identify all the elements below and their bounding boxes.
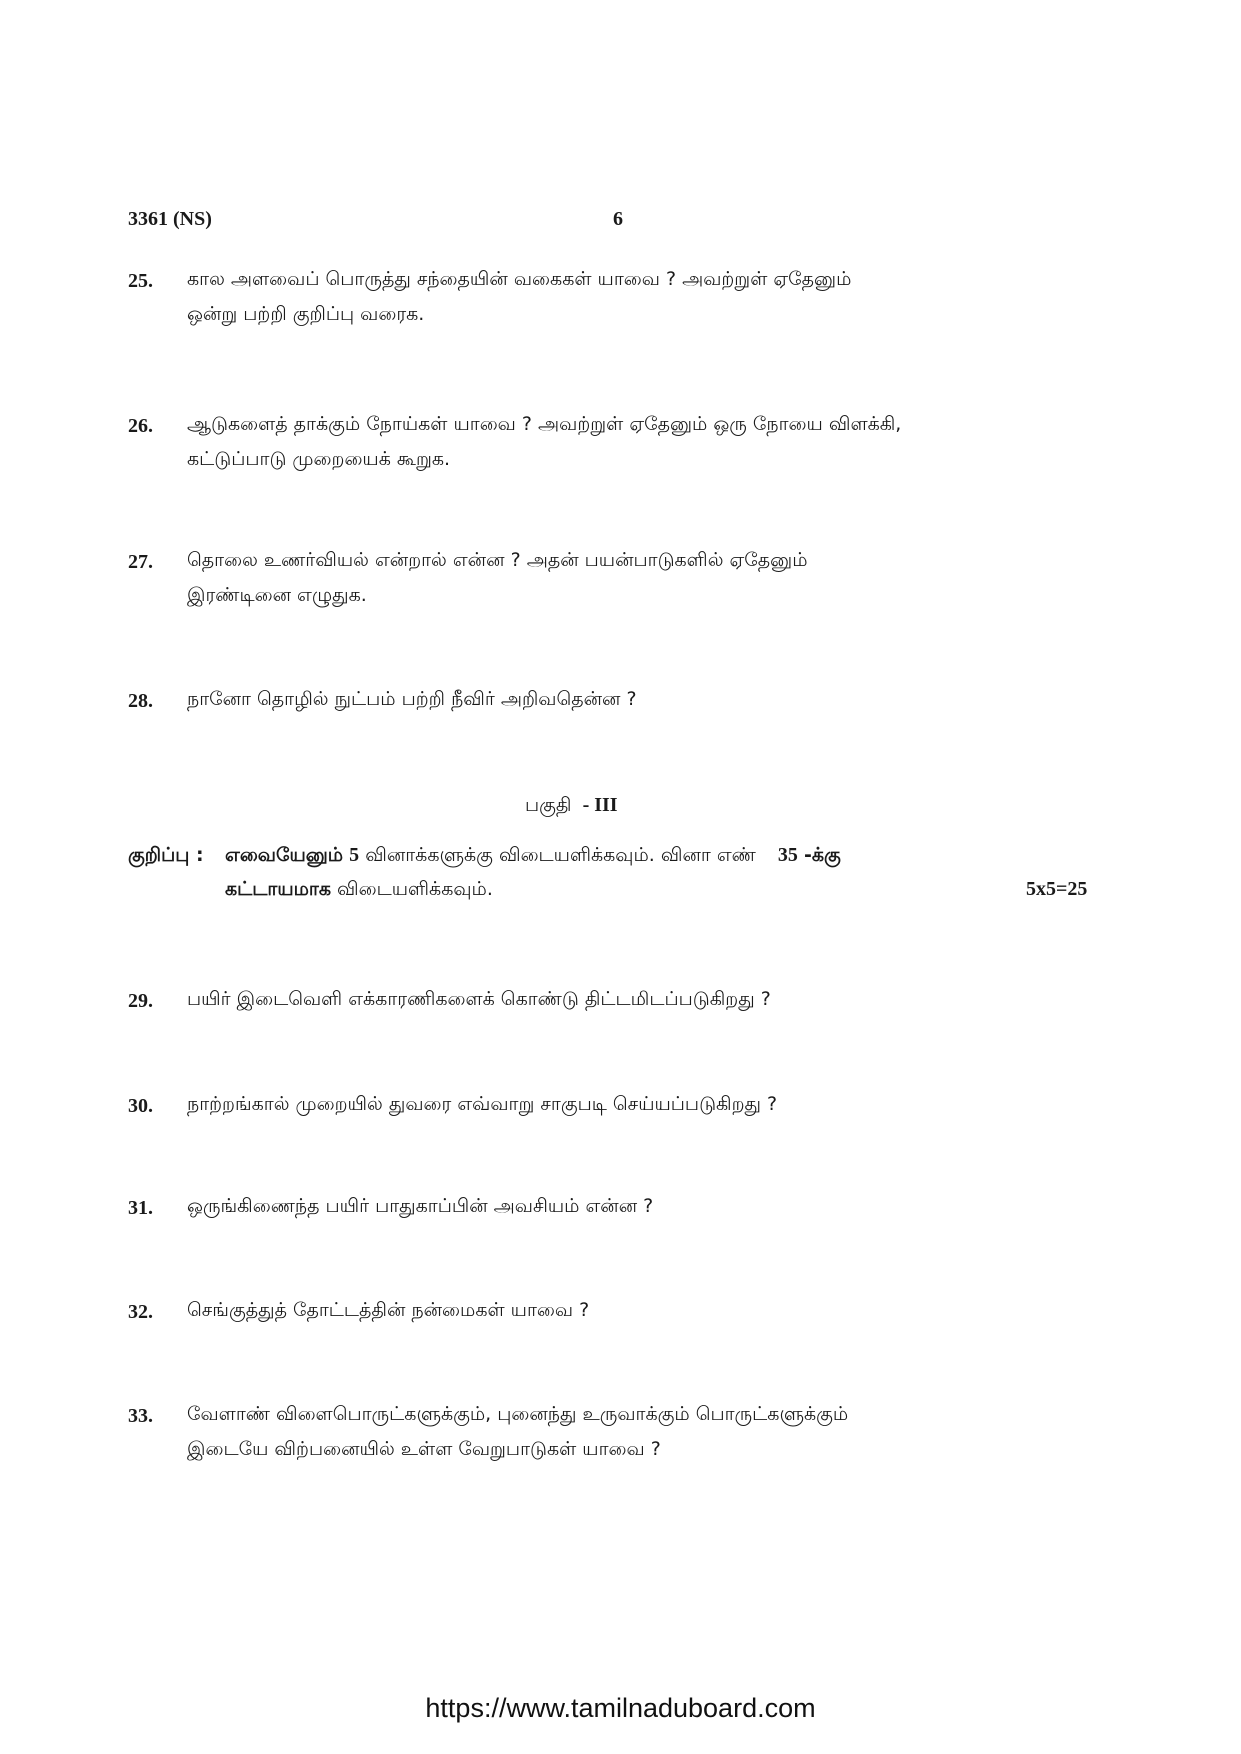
section-heading xyxy=(525,788,618,823)
question-number: 32. xyxy=(128,1301,153,1323)
question-number: 27. xyxy=(128,551,153,573)
question-text xyxy=(187,1087,1067,1122)
section-numeral: - III xyxy=(582,794,618,816)
paper-code: 3361 (NS) xyxy=(128,208,212,230)
note-question-number: 35 xyxy=(777,844,798,866)
question-line: தொலை உணர்வியல் என்றால் என்ன ? அதன் பயன்பாடுகளில் ஏதேனும் xyxy=(187,549,808,571)
question-line: ஆடுகளைத் தாக்கும் நோய்கள் யாவை ? அவற்றுள் ஏதேனும் ஒரு நோயை விளக்கி, xyxy=(187,413,902,435)
note-label: குறிப்பு : xyxy=(128,844,204,866)
section-title: பகுதி xyxy=(525,794,572,816)
question-text xyxy=(187,1189,1067,1224)
question-line: இடையே விற்பனையில் உள்ள வேறுபாடுகள் யாவை ? xyxy=(187,1438,661,1460)
question-line: கட்டுப்பாடு முறையைக் கூறுக. xyxy=(187,448,451,470)
question-text xyxy=(187,543,1067,613)
question-text xyxy=(187,1293,1067,1328)
question-line: பயிர் இடைவெளி எக்காரணிகளைக் கொண்டு திட்டமிடப்படுகிறது ? xyxy=(187,988,771,1010)
question-line: கால அளவைப் பொருத்து சந்தையின் வகைகள் யாவை ? அவற்றுள் ஏதேனும் xyxy=(187,268,852,290)
question-line: இரண்டினை எழுதுக. xyxy=(187,584,367,606)
question-text xyxy=(187,407,1067,477)
note-text xyxy=(225,838,1055,906)
page-number: 6 xyxy=(613,208,623,230)
question-number: 30. xyxy=(128,1095,153,1117)
note-bold-any: எவையேனும் xyxy=(225,844,344,866)
question-line: செங்குத்துத் தோட்டத்தின் நன்மைகள் யாவை ? xyxy=(187,1299,590,1321)
note-line xyxy=(225,872,1055,906)
question-number: 25. xyxy=(128,270,153,292)
question-line: நாற்றங்கால் முறையில் துவரை எவ்வாறு சாகுபடி செய்யப்படுகிறது ? xyxy=(187,1093,778,1115)
note-suffix: -க்கு xyxy=(803,844,841,866)
question-number: 28. xyxy=(128,690,153,712)
question-text xyxy=(187,1397,1067,1467)
question-number: 29. xyxy=(128,990,153,1012)
question-number: 33. xyxy=(128,1405,153,1427)
question-line: வேளாண் விளைபொருட்களுக்கும், புனைந்து உருவாக்கும் பொருட்களுக்கும் xyxy=(187,1403,849,1425)
question-number: 31. xyxy=(128,1197,153,1219)
question-text xyxy=(187,262,1067,332)
question-text xyxy=(187,682,1067,717)
note-line xyxy=(225,838,1055,872)
note-count: 5 xyxy=(349,844,360,866)
note-instruction-2: விடையளிக்கவும். xyxy=(337,878,493,900)
marks: 5x5=25 xyxy=(1026,878,1088,900)
footer-url[interactable]: https://www.tamilnaduboard.com xyxy=(425,1693,816,1723)
question-line: ஒருங்கிணைந்த பயிர் பாதுகாப்பின் அவசியம் என்ன ? xyxy=(187,1195,654,1217)
note-bold-compulsory: கட்டாயமாக xyxy=(225,878,331,900)
note-instruction: வினாக்களுக்கு விடையளிக்கவும். வினா எண் xyxy=(365,844,756,866)
question-line: ஒன்று பற்றி குறிப்பு வரைக. xyxy=(187,303,425,325)
question-line: நானோ தொழில் நுட்பம் பற்றி நீவிர் அறிவதென்ன ? xyxy=(187,688,637,710)
question-text xyxy=(187,982,1067,1017)
question-number: 26. xyxy=(128,415,153,437)
